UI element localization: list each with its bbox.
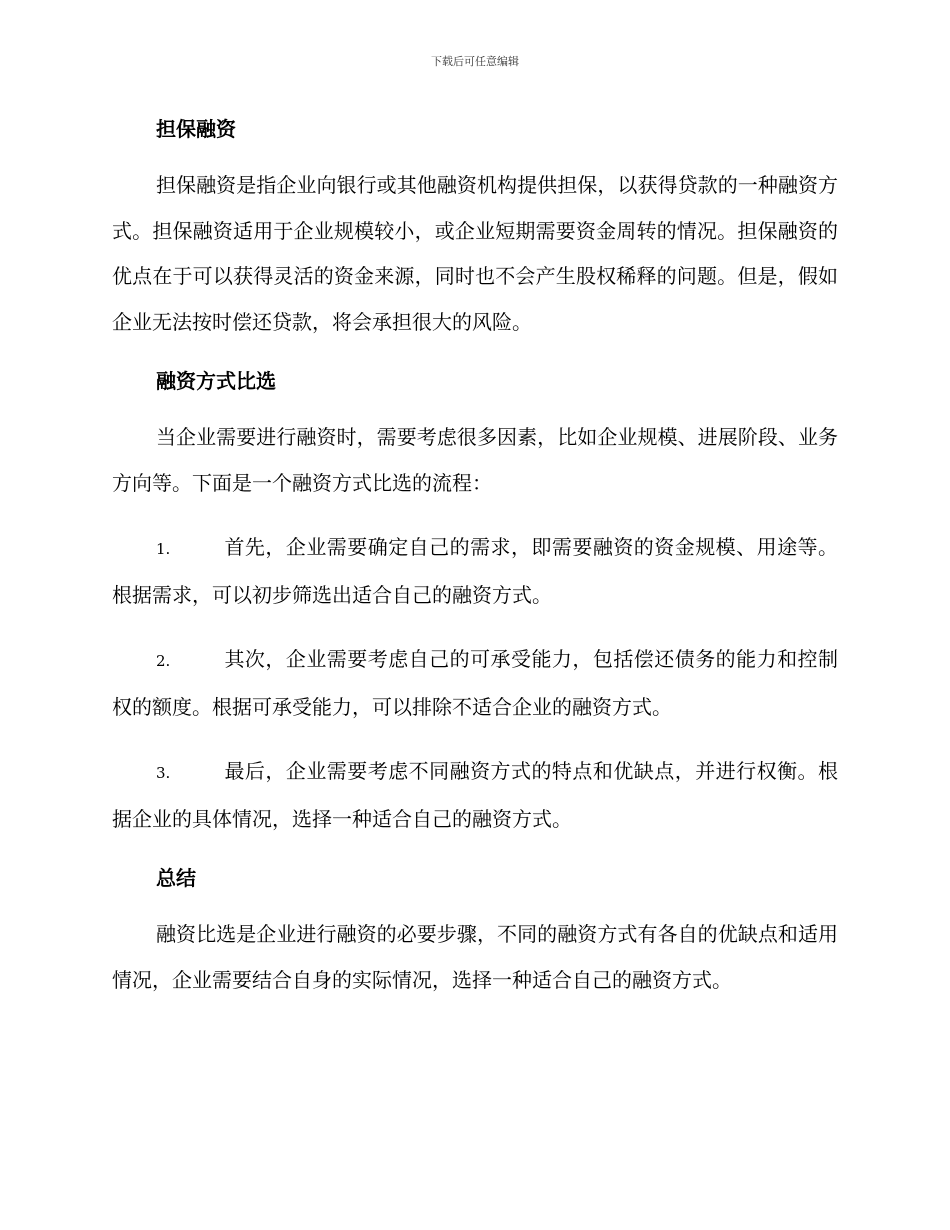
list-item [112,525,838,618]
paragraph-financing-comparison: 当企业需要进行融资时，需要考虑很多因素，比如企业规模、进展阶段、业务方向等。下面是一个融资方式比选的流程： [112,425,838,495]
list-number: 3. [156,764,171,782]
paragraph-guarantee-financing: 担保融资是指企业向银行或其他融资机构提供担保，以获得贷款的一种融资方式。担保融资适用于企业规模较小，或企业短期需要资金周转的情况。担保融资的优点在于可以获得灵活的资金来源，同时也不会产生股权稀释的问题。但是，假如企业无法按时偿还贷款，将会承担很大的风险。 [112,173,838,334]
page-header: 下载后可任意编辑 [431,55,519,68]
list-item [112,749,838,842]
list-text: 首先，企业需要确定自己的需求，即需要融资的资金规模、用途等。根据需求，可以初步筛选出适合自己的融资方式。 [112,535,838,607]
paragraph-summary: 融资比选是企业进行融资的必要步骤，不同的融资方式有各自的优缺点和适用情况，企业需要结合自身的实际情况，选择一种适合自己的融资方式。 [112,922,838,992]
section-heading-guarantee-financing: 担保融资 [156,117,236,141]
list-text: 最后，企业需要考虑不同融资方式的特点和优缺点，并进行权衡。根据企业的具体情况，选择一种适合自己的融资方式。 [112,759,838,831]
list-number: 1. [156,540,171,558]
section-heading-summary: 总结 [156,866,196,890]
list-text: 其次，企业需要考虑自己的可承受能力，包括偿还债务的能力和控制权的额度。根据可承受能力，可以排除不适合企业的融资方式。 [112,647,838,719]
list-number: 2. [156,652,171,670]
section-heading-financing-comparison: 融资方式比选 [156,369,276,393]
list-item [112,637,838,730]
document-body [112,112,838,1003]
